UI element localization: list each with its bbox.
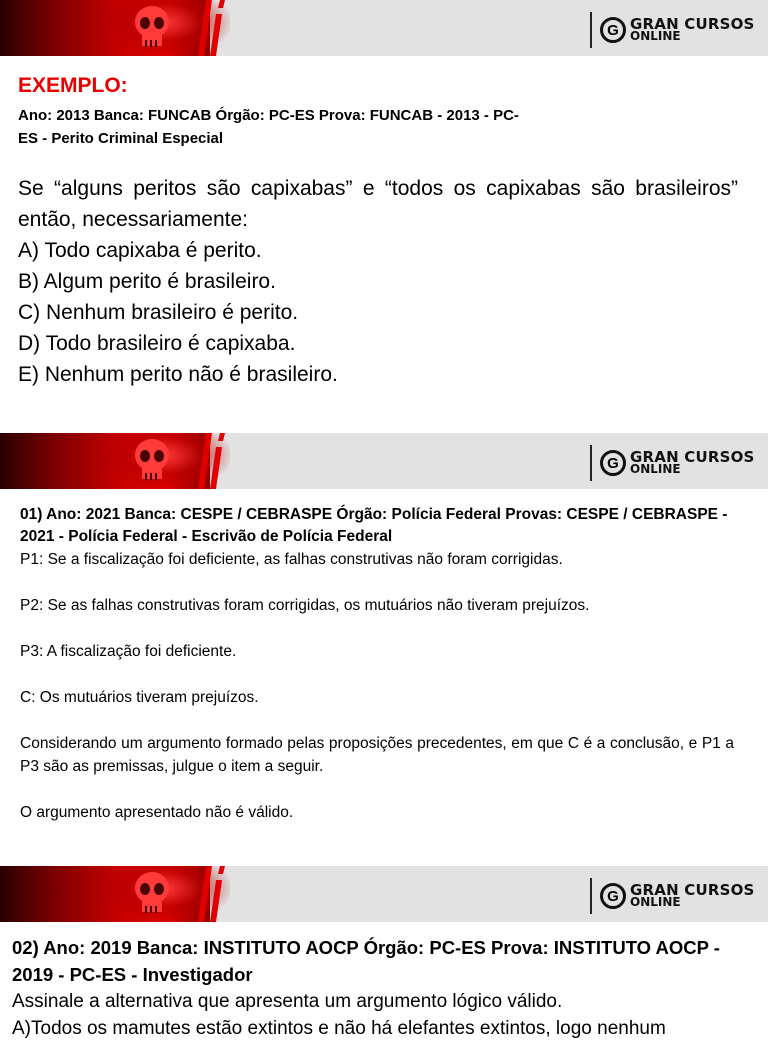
premise-p1: P1: Se a fiscalização foi deficiente, as falhas construtivas não foram corrigidas. [20, 551, 563, 568]
brand-name: GRAN CURSOS [630, 448, 755, 466]
brand-name: GRAN CURSOS [630, 881, 755, 899]
brand-text [630, 15, 755, 43]
question-2-header: 02) Ano: 2019 Banca: INSTITUTO AOCP Órgão: PC-ES Prova: INSTITUTO AOCP - 2019 - PC-ES - Investigador [12, 937, 720, 985]
question-1-header: 01) Ano: 2021 Banca: CESPE / CEBRASPE Órgão: Polícia Federal Provas: CESPE / CEBRASPE - 2021 - Polícia Federal - Escrivão de Polícia Federal [20, 506, 728, 545]
slash-stripes-icon [190, 433, 240, 489]
header-banner [0, 0, 768, 56]
instruction-text: Considerando um argumento formado pelas proposições precedentes, em que C é a conclusão, e P1 a P3 são as premissas, julgue o item a seguir. [20, 735, 734, 775]
g-logo-icon: G [600, 883, 626, 909]
logo-divider [590, 878, 592, 914]
option-d: D) Todo brasileiro é capixaba. [18, 332, 296, 355]
question-2-body [12, 988, 757, 1042]
premise-p2: P2: Se as falhas construtivas foram corrigidas, os mutuários não tiveram prejuízos. [20, 597, 590, 614]
premise-p3: P3: A fiscalização foi deficiente. [20, 643, 237, 660]
question-1-body [20, 548, 734, 847]
logo-divider [590, 445, 592, 481]
meta-line-1: Ano: 2013 Banca: FUNCAB Órgão: PC-ES Prova: FUNCAB - 2013 - PC- [18, 107, 519, 124]
option-c: C) Nenhum brasileiro é perito. [18, 301, 299, 324]
option-b: B) Algum perito é brasileiro. [18, 270, 276, 293]
brand-name: GRAN CURSOS [630, 15, 755, 33]
meta-line-2: ES - Perito Criminal Especial [18, 130, 224, 147]
skull-icon [130, 4, 174, 50]
brand-text [630, 881, 755, 909]
question-2-option-a: A)Todos os mamutes estão extintos e não há elefantes extintos, logo nenhum [12, 1018, 666, 1039]
brand-logo [590, 445, 755, 481]
item-statement: O argumento apresentado não é válido. [20, 804, 294, 821]
brand-subname: ONLINE [630, 462, 681, 476]
skull-icon [130, 437, 174, 483]
option-e: E) Nenhum perito não é brasileiro. [18, 363, 338, 386]
example-title: EXEMPLO: [18, 74, 128, 97]
brand-text [630, 448, 755, 476]
brand-logo [590, 12, 755, 48]
brand-subname: ONLINE [630, 895, 681, 909]
slash-stripes-icon [190, 866, 240, 922]
option-a: A) Todo capixaba é perito. [18, 239, 262, 262]
skull-icon [130, 870, 174, 916]
conclusion-c: C: Os mutuários tiveram prejuízos. [20, 689, 259, 706]
brand-subname: ONLINE [630, 29, 681, 43]
question-text: Se “alguns peritos são capixabas” e “todos os capixabas são brasileiros” então, necessariamente: [18, 177, 738, 231]
slash-stripes-icon [190, 0, 240, 56]
example-question [18, 173, 738, 390]
logo-divider [590, 12, 592, 48]
header-banner [0, 866, 768, 922]
g-logo-icon: G [600, 450, 626, 476]
slide-example [0, 0, 768, 430]
brand-logo [590, 878, 755, 914]
g-logo-icon: G [600, 17, 626, 43]
example-metadata [18, 104, 578, 150]
header-banner [0, 433, 768, 489]
question-2-prompt: Assinale a alternativa que apresenta um argumento lógico válido. [12, 991, 563, 1012]
